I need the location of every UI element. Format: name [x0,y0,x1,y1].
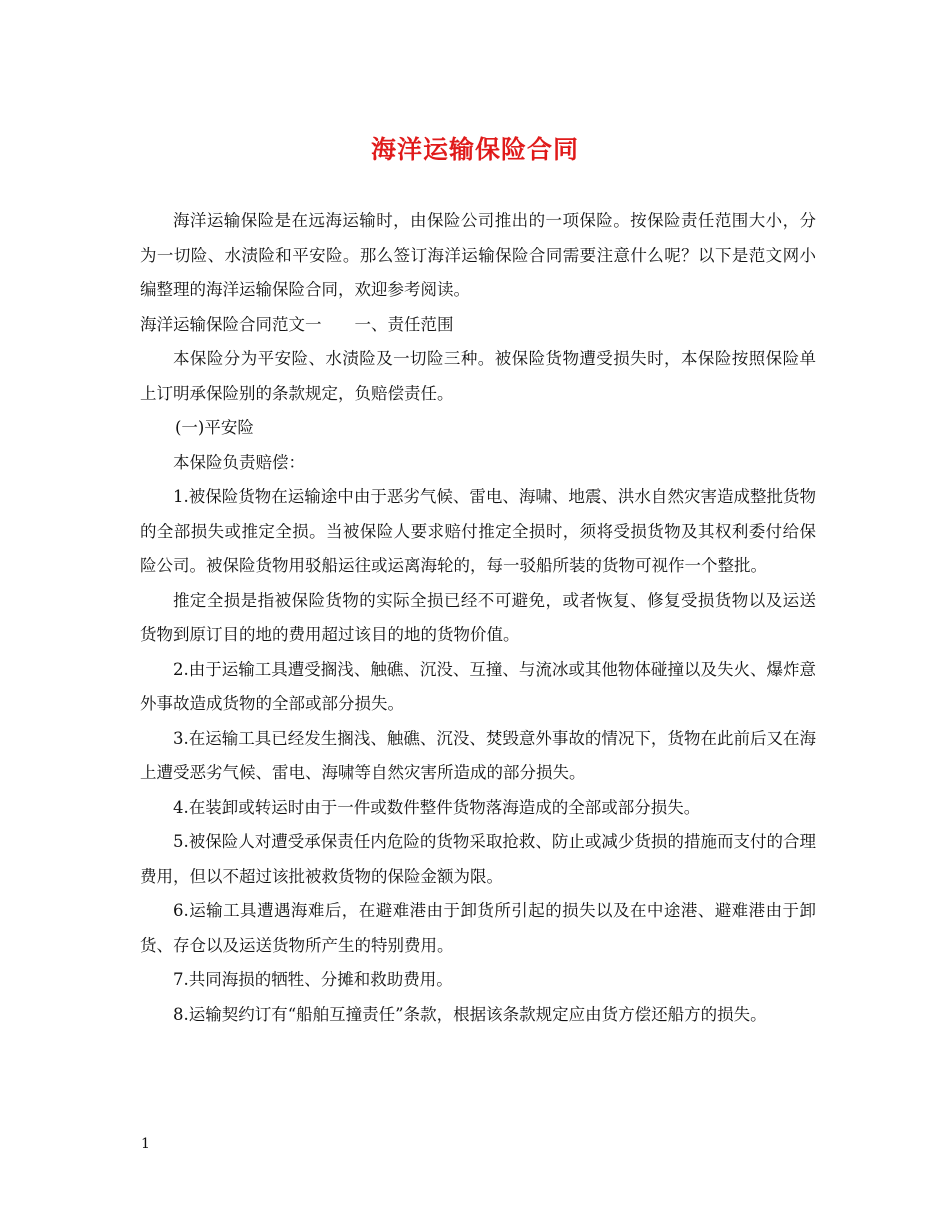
page-number: 1 [141,1136,150,1152]
document-body [140,204,816,1032]
subsection-heading: (一)平安险 [175,418,254,437]
document-title: 海洋运输保险合同 [370,135,579,164]
body-paragraph: 推定全损是指被保险货物的实际全损已经不可避免，或者恢复、修复受损货物以及运送货物到原订目的地的费用超过该目的地的货物价值。 [140,590,816,644]
list-item: 6.运输工具遭遇海难后，在避难港由于卸货所引起的损失以及在中途港、避难港由于卸货、存仓以及运送货物所产生的特别费用。 [140,901,816,955]
list-item: 5.被保险人对遭受承保责任内危险的货物采取抢救、防止或减少货损的措施而支付的合理费用，但以不超过该批被救货物的保险金额为限。 [140,832,816,886]
body-paragraph: 本保险分为平安险、水渍险及一切险三种。被保险货物遭受损失时，本保险按照保险单上订明承保险别的条款规定，负赔偿责任。 [140,349,816,403]
list-item: 4.在装卸或转运时由于一件或数件整件货物落海造成的全部或部分损失。 [173,797,701,817]
list-item: 1.被保险货物在运输途中由于恶劣气候、雷电、海啸、地震、洪水自然灾害造成整批货物的全部损失或推定全损。当被保险人要求赔付推定全损时，须将受损货物及其权利委付给保险公司。被保险货物用驳船运往或运离海轮的，每一驳船所装的货物可视作一个整批。 [140,487,816,575]
intro-paragraph: 海洋运输保险是在远海运输时，由保险公司推出的一项保险。按保险责任范围大小，分为一切险、水渍险和平安险。那么签订海洋运输保险合同需要注意什么呢？以下是范文网小编整理的海洋运输保险合同，欢迎参考阅读。 [140,211,816,299]
list-item: 8.运输契约订有“船舶互撞责任”条款，根据该条款规定应由货方偿还船方的损失。 [173,1004,767,1024]
list-item: 3.在运输工具已经发生搁浅、触礁、沉没、焚毁意外事故的情况下，货物在此前后又在海上遭受恶劣气候、雷电、海啸等自然灾害所造成的部分损失。 [140,728,816,782]
body-paragraph: 本保险负责赔偿： [173,452,305,472]
list-item: 7.共同海损的牺牲、分摊和救助费用。 [173,970,453,989]
list-item: 2.由于运输工具遭受搁浅、触礁、沉没、互撞、与流冰或其他物体碰撞以及失火、爆炸意外事故造成货物的全部或部分损失。 [140,659,816,713]
section-heading: 海洋运输保险合同范文一 一、责任范围 [140,314,454,334]
